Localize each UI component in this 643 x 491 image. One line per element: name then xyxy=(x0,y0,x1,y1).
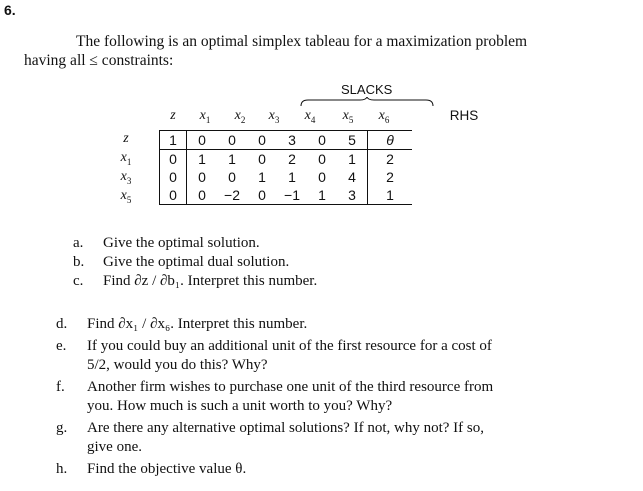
question-text: Find ∂z / ∂b₁. Interpret this number. xyxy=(103,273,318,289)
tableau-cell: 0 xyxy=(247,131,277,150)
simplex-tableau xyxy=(159,130,412,205)
column-header: $x_3$ xyxy=(268,108,280,125)
tableau-cell: 0 xyxy=(187,186,218,205)
question-letter: a. xyxy=(73,235,84,251)
tableau-cell: 2 xyxy=(288,151,296,167)
row-label: z xyxy=(123,131,129,146)
rhs-cell: 2 xyxy=(386,169,394,185)
tableau-cell: 0 xyxy=(187,131,218,150)
tableau-cell: 1 xyxy=(258,169,266,185)
question-text: Find ∂x₁ / ∂x₆. Interpret this number. xyxy=(87,316,308,332)
tableau-cell: 3 xyxy=(337,186,368,205)
question-text: Give the optimal dual solution. xyxy=(103,254,290,270)
tableau-cell: 0 xyxy=(217,131,247,150)
question-letter: f. xyxy=(56,379,65,395)
tableau-cell: 1 xyxy=(307,186,337,205)
tableau-cell: 1 xyxy=(198,151,206,167)
column-header: $x_2$ xyxy=(234,108,246,125)
question-text: Another firm wishes to purchase one unit of the third resource from xyxy=(87,379,494,395)
row-label: $x_3$ xyxy=(120,169,132,186)
row-label: $x_1$ xyxy=(120,150,132,167)
rhs-cell: 1 xyxy=(368,186,413,205)
question-text: Give the optimal solution. xyxy=(103,235,260,251)
tableau-cell: 0 xyxy=(258,151,266,167)
problem-intro xyxy=(24,32,624,70)
tableau-row xyxy=(160,168,413,186)
tableau-row xyxy=(160,150,413,169)
question-letter: g. xyxy=(56,420,68,436)
tableau-cell: −1 xyxy=(277,186,307,205)
problem-number: 6. xyxy=(4,2,16,18)
question-text: If you could buy an additional unit of the first resource for a cost of xyxy=(87,338,492,354)
slacks-brace xyxy=(300,97,435,107)
tableau-cell: 0 xyxy=(307,131,337,150)
row-label: $x_5$ xyxy=(120,188,132,205)
column-header: $x_4$ xyxy=(304,108,316,125)
question-text: Find the objective value θ. xyxy=(87,461,247,477)
question-text: Are there any alternative optimal solutions? If not, why not? If so, xyxy=(87,420,484,436)
question-text: give one. xyxy=(87,439,142,455)
intro-line-2: having all ≤ constraints: xyxy=(24,52,174,69)
slacks-label: SLACKS xyxy=(341,82,393,97)
tableau-cell: −2 xyxy=(217,186,247,205)
tableau-cell: 4 xyxy=(337,168,368,186)
rhs-header: RHS xyxy=(449,108,479,123)
tableau-cell: 0 xyxy=(160,150,187,169)
tableau-cell: 1 xyxy=(160,131,187,150)
tableau-cell: 0 xyxy=(318,151,326,167)
column-header: $x_5$ xyxy=(342,108,354,125)
tableau-cell: 0 xyxy=(160,186,187,205)
question-letter: c. xyxy=(73,273,84,289)
tableau-cell: 0 xyxy=(318,169,326,185)
tableau-cell: 1 xyxy=(288,169,296,185)
column-header: $x_1$ xyxy=(199,108,211,125)
tableau-cell: 1 xyxy=(337,150,368,169)
tableau-cell: 0 xyxy=(198,169,206,185)
tableau-cell: 0 xyxy=(160,168,187,186)
tableau-cell: 5 xyxy=(337,131,368,150)
column-header: z xyxy=(170,108,176,123)
tableau-cell: 1 xyxy=(228,151,236,167)
question-text: 5/2, would you do this? Why? xyxy=(87,357,268,373)
column-header: $x_6$ xyxy=(378,108,390,125)
rhs-cell: 2 xyxy=(386,151,394,167)
tableau-row xyxy=(160,131,413,150)
tableau-cell: 0 xyxy=(247,186,277,205)
question-letter: b. xyxy=(73,254,85,270)
rhs-cell: θ xyxy=(368,131,413,150)
question-text: you. How much is such a unit worth to you? Why? xyxy=(87,398,393,414)
tableau-cell: 3 xyxy=(277,131,307,150)
question-letter: e. xyxy=(56,338,67,354)
question-letter: d. xyxy=(56,316,68,332)
question-letter: h. xyxy=(56,461,68,477)
tableau-row xyxy=(160,186,413,205)
intro-line-1: The following is an optimal simplex tableau for a maximization problem xyxy=(76,33,528,50)
tableau-cell: 0 xyxy=(228,169,236,185)
